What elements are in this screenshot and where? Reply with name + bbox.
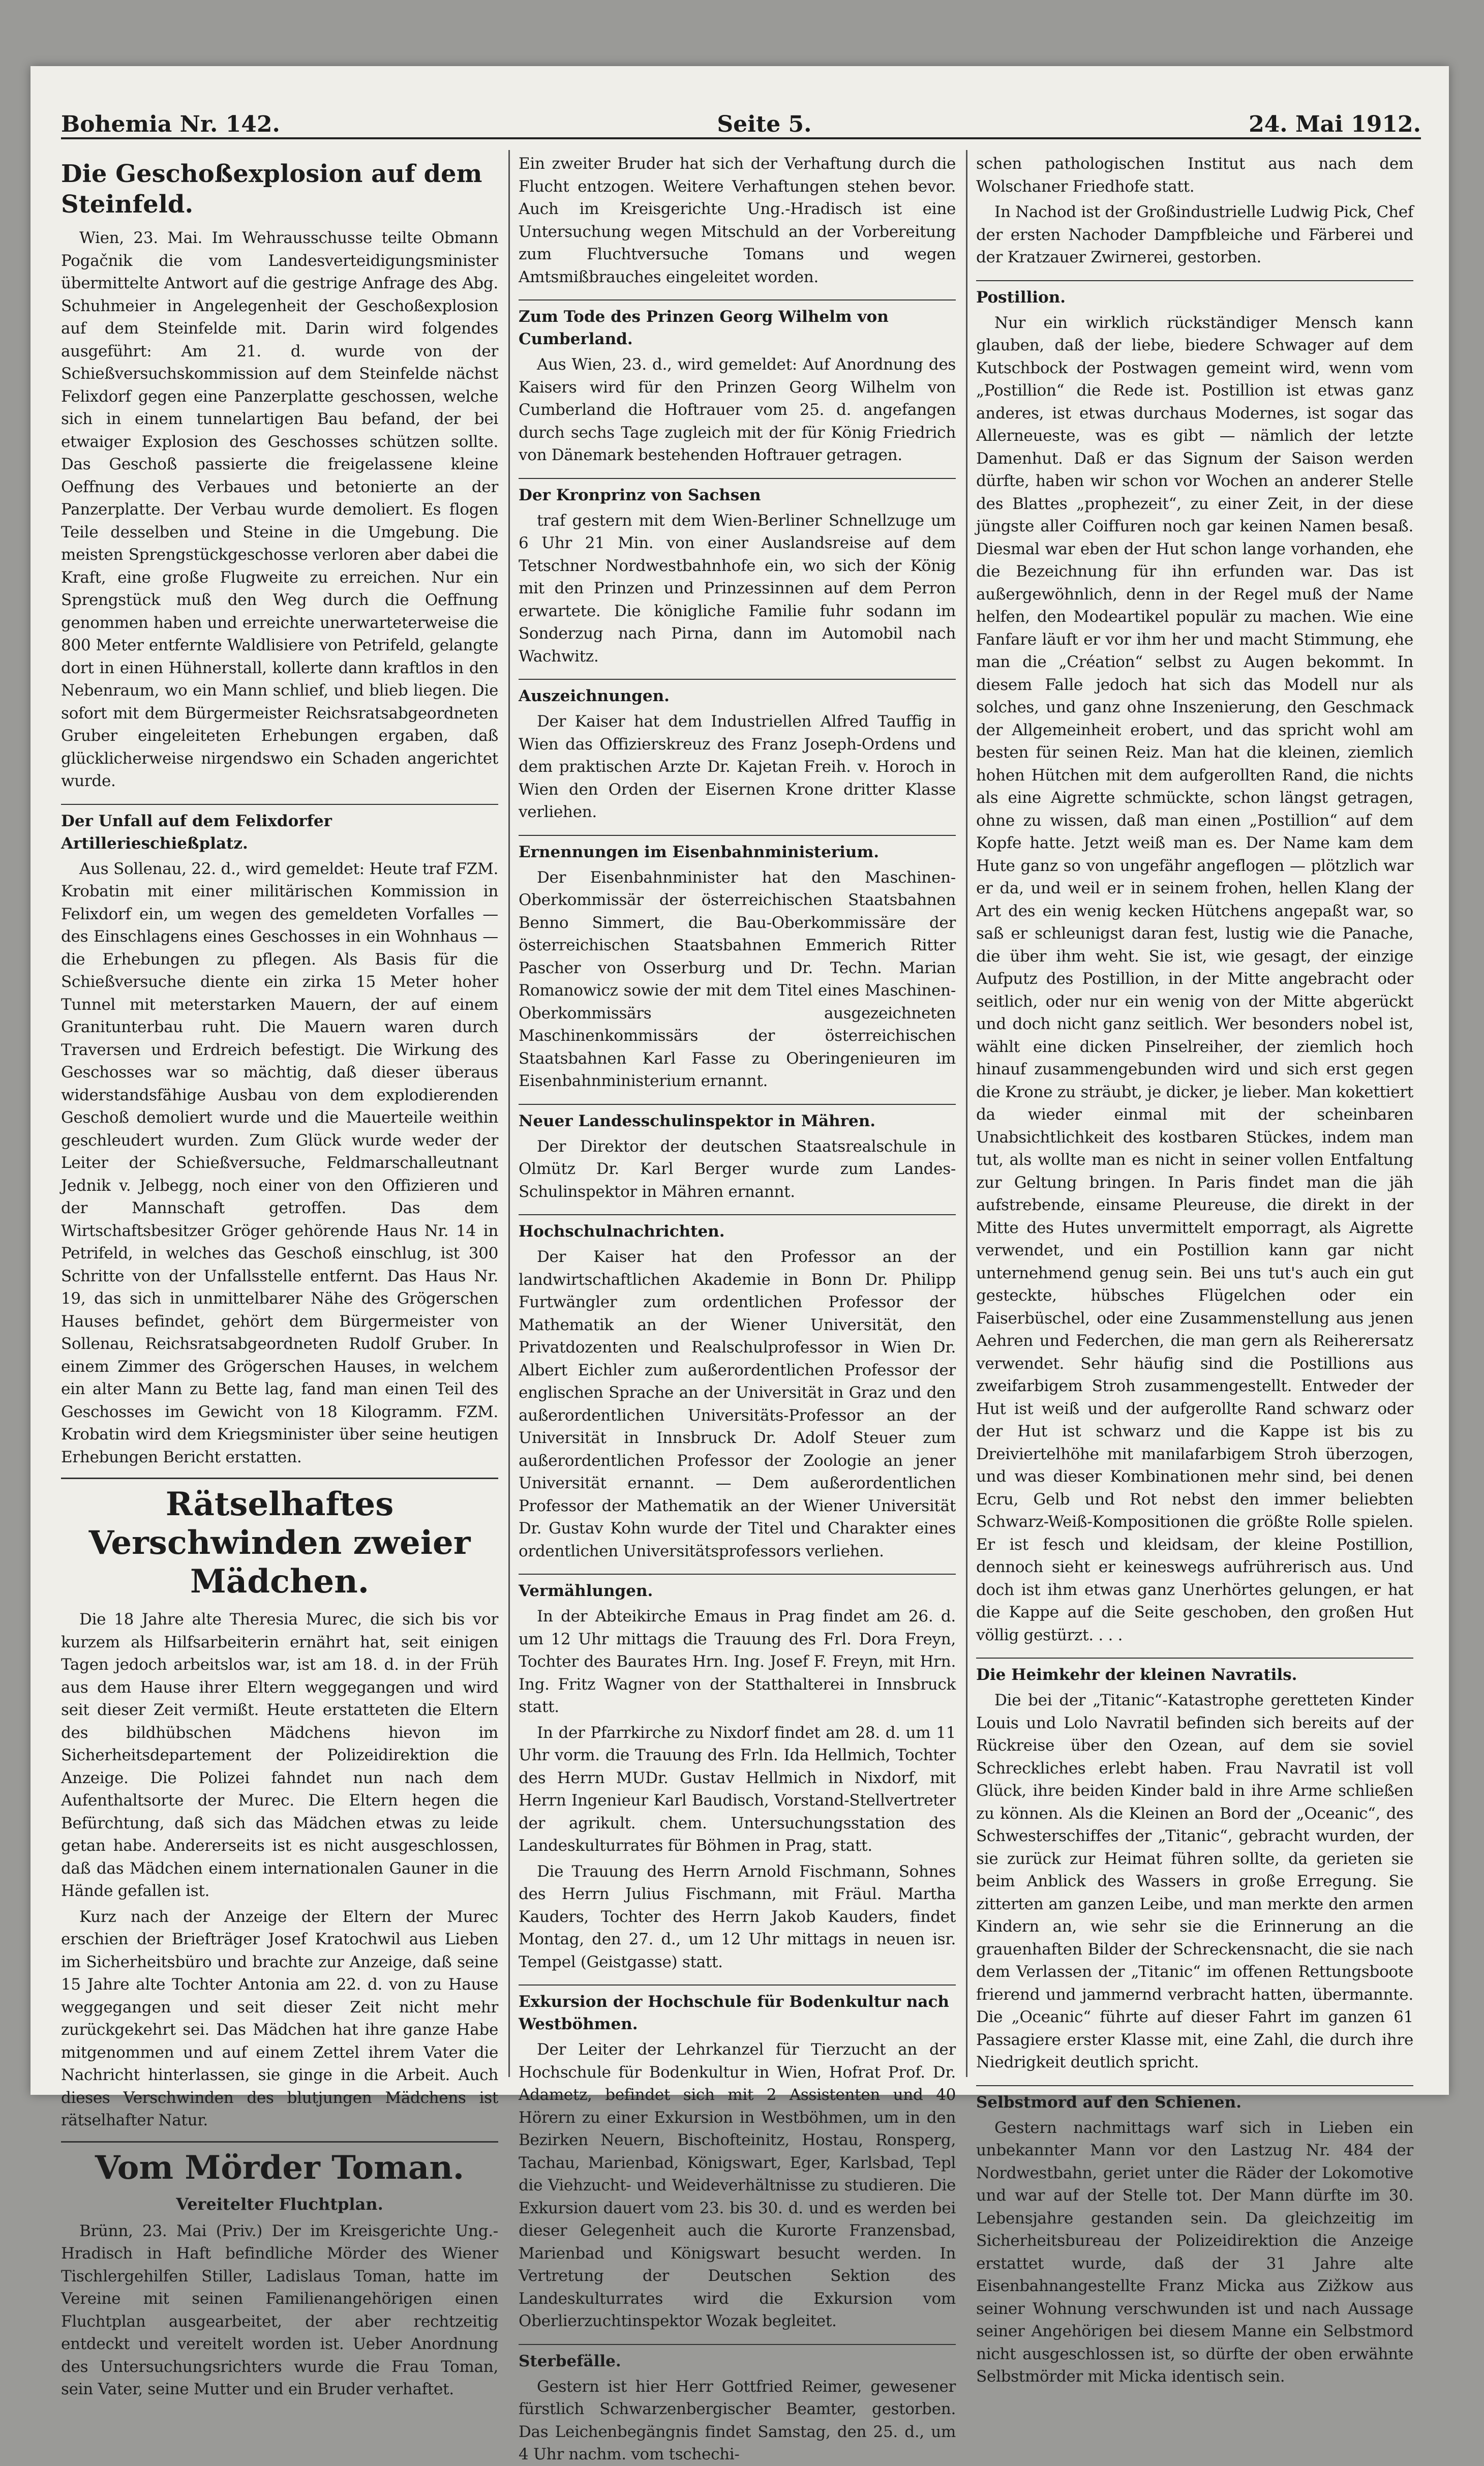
section-heading: Vermählungen. bbox=[519, 1574, 956, 1602]
section-heading: Zum Tode des Prinzen Georg Wilhelm von Cumberland. bbox=[519, 299, 956, 350]
header-page-number: Seite 5. bbox=[717, 111, 812, 137]
article-paragraph: Wien, 23. Mai. Im Wehrausschusse teilte Obmann Pogačnik die vom Landesverteidigungsminister übermittelte Antwort auf die gestrige Anfrage des Abg. Schuhmeier in Angelegenheit der Geschoßexplosion auf dem Steinfelde mit. Darin wird folgendes ausgeführt: Am 21. d. wurde von der Schießversuchskommission auf dem Steinfelde nächst Felixdorf gegen eine Panzerplatte geschossen, welche sich in einem tunnelartigen Bau befand, der bei etwaiger Explosion des Geschosses schützen sollte. Das Geschoß passierte die freigelassene kleine Oeffnung des Verbaues und betonierte an der Panzerplatte. Der Verbau wurde demoliert. Es flogen Teile desselben und Steine in die Umgebung. Die meisten Sprengstückgeschosse verloren aber dabei die Kraft, eine große Flugweite zu erreichen. Nur ein Sprengstück muß den Weg durch die Oeffnung genommen haben und erreichte unerwarteterweise die 800 Meter entfernte Waldlisiere von Petrifeld, gelangte dort in einen Hühnerstall, kollerte dann kraftlos in den Nebenraum, wo ein Mann schlief, und blieb liegen. Die sofort mit dem Bürgermeister Reichsratsabgeordneten Gruber eingeleiteten Erhebungen ergaben, daß glücklicherweise nirgendswo ein Schaden angerichtet wurde. bbox=[61, 229, 498, 790]
article-paragraph: Der Kaiser hat den Professor an der landwirtschaftlichen Akademie in Bonn Dr. Philipp Furtwängler zum ordentlichen Professor der Mathematik an der Wiener Universität, den Privatdozenten und Realschulprofessor in Wien Dr. Albert Eichler zum außerordentlichen Professor der englischen Sprache an der Universität in Graz und den außerordentlichen Universitäts-Professor an der Universität in Innsbruck Dr. Adolf Steuer zum außerordentlichen Professor der Zoologie an jener Universität ernannt. — Dem außerordentlichen Professor der Mathematik an der Wiener Universität Dr. Gustav Kohn wurde der Titel und Charakter eines ordentlichen Universitätsprofessors verliehen. bbox=[519, 1248, 956, 1560]
newspaper-page bbox=[31, 66, 1449, 2463]
section-heading: Postillion. bbox=[976, 280, 1413, 309]
article-paragraph: Kurz nach der Anzeige der Eltern der Murec erschien der Briefträger Josef Kratochwil aus Lieben im Sicherheitsbüro und brachte zur Anzeige, daß seine 15 Jahre alte Tochter Antonia am 22. d. von zu Hause weggegangen und seit dieser Zeit nicht mehr zurückgekehrt sei. Das Mädchen hat ihre ganze Habe mitgenommen und auf einem Zettel ihrem Vater die Nachricht hinterlassen, sie ginge in die Arbeit. Auch dieses Verschwinden des blutjungen Mädchens ist rätselhafter Natur. bbox=[61, 1907, 498, 2129]
article-paragraph: Die 18 Jahre alte Theresia Murec, die sich bis vor kurzem als Hilfsarbeiterin ernährt hat, seit einigen Tagen jedoch arbeitslos war, ist am 18. d. in der Früh aus dem Hause ihrer Eltern weggegangen und wird seit dieser Zeit vermißt. Heute erstatteten die Eltern des bildhübschen Mädchens hievon im Sicherheitsdepartement der Polizeidirektion die Anzeige. Die Polizei fahndet nun nach dem Aufenthaltsorte der Murec. Die Eltern hegen die Befürchtung, daß sich das Mädchen etwas zu leide getan habe. Andererseits ist es nicht ausgeschlossen, daß das Mädchen einem internationalen Gauner in die Hände gefallen ist. bbox=[61, 1610, 498, 1900]
section-heading: Ernennungen im Eisenbahnministerium. bbox=[519, 835, 956, 863]
article-paragraph: Die Trauung des Herrn Arnold Fischmann, Sohnes des Herrn Julius Fischmann, mit Fräul. Martha Kauders, Tochter des Herrn Jakob Kauders, findet Montag, den 27. d., um 12 Uhr mittags in neuen isr. Tempel (Geistgasse) statt. bbox=[519, 1862, 956, 1971]
section-heading: Exkursion der Hochschule für Bodenkultur nach Westböhmen. bbox=[519, 1984, 956, 2035]
section-heading: Sterbefälle. bbox=[519, 2344, 956, 2372]
article-paragraph: Brünn, 23. Mai (Priv.) Der im Kreisgerichte Ung.-Hradisch in Haft befindliche Mörder des Wiener Tischlergehilfen Stiller, Ladislaus Toman, hatte im Vereine mit seinen Familienangehörigen einen Fluchtplan ausgearbeitet, der aber rechtzeitig entdeckt und vereitelt worden ist. Ueber Anordnung des Untersuchungsrichters wurde die Frau Toman, sein Vater, seine Mutter und ein Bruder verhaftet. bbox=[61, 2221, 498, 2398]
column-divider bbox=[508, 150, 510, 2077]
article-paragraph: In der Pfarrkirche zu Nixdorf findet am 28. d. um 11 Uhr vorm. die Trauung des Frln. Ida Hellmich, Tochter des Herrn MUDr. Gustav Hellmich in Nixdorf, mit Herrn Ingenieur Karl Baudisch, Vorstand-Stellvertreter der agrikult. chem. Untersuchungsstation des Landeskulturrates für Böhmen in Prag, statt. bbox=[519, 1723, 956, 1855]
article-paragraph: Nur ein wirklich rückständiger Mensch kann glauben, daß der liebe, biedere Schwager auf dem Kutschbock der Postwagen gemeint wird, wenn vom „Postillion“ die Rede ist. Postillion ist etwas ganz anderes, ist etwas durchaus Modernes, ist sogar das Allerneueste, was es gibt — nämlich der letzte Damenhut. Daß er das Signum der Saison werden dürfte, haben wir schon vor Wochen an anderer Stelle des Blattes „prophezeit“, zu einer Zeit, in der diese jüngste aller Coiffuren noch gar keinen Namen besaß. Diesmal war eben der Hut schon lange vorhanden, ehe die Bezeichnung für ihn erfunden war. Das ist außergewöhnlich, denn in der Regel muß der Name helfen, den Modeartikel populär zu machen. Wie eine Fanfare läuft er vor ihm her und macht Stimmung, ehe man die „Création“ selbst zu Augen bekommt. In diesem Falle jedoch hat sich das Modell nur als solches, und ganz ohne Inszenierung, den Geschmack der Allgemeinheit erobert, und das spricht wohl am besten für seinen Reiz. Man hat die kleinen, ziemlich hohen Hütchen mit dem aufgerollten Rand, die nichts als eine Aigrette schmückte, schon längst getragen, ohne zu wissen, daß man einen „Postillion“ auf dem Kopfe hatte. Jetzt weiß man es. Der Name kam dem Hute ganz so von ungefähr angeflogen — plötzlich war er da, und weil er in seinem frohen, hellen Klang der Art des ein wenig kecken Hütchens angepaßt war, so saß er schleunigst daran fest, lustig wie die Panache, die über ihm weht. Sie ist, wie gesagt, der einzige Aufputz des Postillion, in der Mitte angebracht oder seitlich, oder nur ein wenig von der Mitte abgerückt und doch nicht ganz seitlich. Wer besonders nobel ist, wählt eine dicken Pinselreiher, der ziemlich hoch hinauf zusammengebunden wird und sich erst gegen die Krone zu sträubt, je dicker, je lieber. Man kokettiert da wieder einmal mit der scheinbaren Unabsichtlichkeit des kostbaren Stückes, indem man tut, als wollte man es nicht in seiner vollen Entfaltung zur Geltung bringen. In Paris findet man die jäh aufstrebende, einsame Pleureuse, die direkt in der Mitte des Hutes unvermittelt emporragt, als Aigrette verwendet, und ein Postillion kann gar nicht unternehmend genug sein. Bei uns tut's auch ein gut gesteckte, hübsches Flügelchen oder ein Faiserbüschel, oder eine Zusammenstellung aus jenen Aehren und Federchen, die man gern als Reiherersatz verwendet. Sehr häufig sind die Postillions aus zweifarbigem Stroh zusammengestellt. Entweder der Hut ist weiß und der aufgerollte Rand schwarz oder der Hut ist schwarz und die Kappe ist bis zu Dreiviertelhöhe mit manilafarbigem Stroh überzogen, und was dieser Kombinationen mehr sind, bei denen Ecru, Gelb und Rot nebst den immer beliebten Schwarz-Weiß-Kompositionen die größte Rolle spielen. Er ist fesch und kleidsam, der kleine Postillion, dennoch sieht er keineswegs aufrührerisch aus. Und doch ist ihm etwas ganz Unerhörtes gelungen, er hat die Kappe auf die Seite geschoben, den großen Hut völlig gestürzt. . . . bbox=[976, 313, 1413, 1644]
header-paper-number: Bohemia Nr. 142. bbox=[61, 111, 280, 137]
article-paragraph: Gestern ist hier Herr Gottfried Reimer, gewesener fürstlich Schwarzenbergischer Beamter, gestorben. Das Leichenbegängnis findet Samstag, den 25. d., um 4 Uhr nachm. vom tschechi- bbox=[519, 2377, 956, 2463]
section-heading: Hochschulnachrichten. bbox=[519, 1214, 956, 1243]
header-date: 24. Mai 1912. bbox=[1249, 111, 1421, 137]
article-paragraph: Der Kaiser hat dem Industriellen Alfred Tauffig in Wien das Offizierskreuz des Franz Joseph-Ordens und dem praktischen Arzte Dr. Kajetan Freih. v. Horoch in Wien den Orden der Eisernen Krone dritter Klasse verliehen. bbox=[519, 712, 956, 821]
article-paragraph: Aus Wien, 23. d., wird gemeldet: Auf Anordnung des Kaisers wird für den Prinzen Georg Wilhelm von Cumberland die Hoftrauer vom 25. d. angefangen durch sechs Tage zugleich mit der für König Friedrich von Dänemark bestehenden Hoftrauer getragen. bbox=[519, 355, 956, 464]
article-heading: Vom Mörder Toman. bbox=[95, 2148, 465, 2187]
column-1 bbox=[61, 153, 498, 2398]
section-heading: Die Heimkehr der kleinen Navratils. bbox=[976, 1658, 1413, 1686]
section-heading: Neuer Landesschulinspektor in Mähren. bbox=[519, 1104, 956, 1132]
article-paragraph: In Nachod ist der Großindustrielle Ludwig Pick, Chef der ersten Nachoder Dampfbleiche und Färberei und der Kratzauer Zwirnerei, gestorben. bbox=[976, 203, 1413, 266]
column-2 bbox=[519, 153, 956, 2463]
article-paragraph: traf gestern mit dem Wien-Berliner Schnellzuge um 6 Uhr 21 Min. von einer Auslandsreise auf dem Tetschner Nordwestbahnhofe ein, wo sich der König mit den Prinzen und Prinzessinnen auf dem Perron erwartete. Die königliche Familie fuhr sodann im Sonderzug nach Pirna, dann im Automobil nach Wachwitz. bbox=[519, 511, 956, 666]
article-paragraph: Der Leiter der Lehrkanzel für Tierzucht an der Hochschule für Bodenkultur in Wien, Hofrat Prof. Dr. Adametz, befindet sich mit 2 Assistenten und 40 Hörern zu einer Exkursion in Westböhmen, um in den Bezirken Neuern, Bischofteinitz, Hostau, Ronsperg, Tachau, Marienbad, Königswart, Eger, Karlsbad, Tepl die Viehzucht- und Weideverhältnisse zu studieren. Die Exkursion dauert vom 23. bis 30. d. und es werden bei dieser Gelegenheit auch die Kurorte Franzensbad, Marienbad und Königswart besucht werden. In Vertretung der Deutschen Sektion des Landeskulturrates wird die Exkursion vom Oberlierzuchtinspektor Wozak begleitet. bbox=[519, 2040, 956, 2330]
page-header bbox=[61, 102, 1421, 139]
section-heading: Der Unfall auf dem Felixdorfer Artillerieschießplatz. bbox=[61, 804, 498, 855]
article-heading: Rätselhaftes Verschwinden zweier Mädchen. bbox=[88, 1485, 471, 1601]
section-heading: Der Kronprinz von Sachsen bbox=[519, 478, 956, 506]
article-paragraph: Der Eisenbahnminister hat den Maschinen-Oberkommissär der österreichischen Staatsbahnen Benno Simmert, die Bau-Oberkommissäre der österreichischen Staatsbahnen Emmerich Ritter Pascher von Osserburg und Dr. Techn. Marian Romanowicz sowie der mit dem Titel eines Maschinen-Oberkommissärs ausgezeichneten Maschinenkommissärs der österreichischen Staatsbahnen Karl Fasse zu Oberingenieuren im Eisenbahnministerium ernannt. bbox=[519, 868, 956, 1090]
article-paragraph: Gestern nachmittags warf sich in Lieben ein unbekannter Mann vor den Lastzug Nr. 484 der Nordwestbahn, geriet unter die Räder der Lokomotive und war auf der Stelle tot. Der Mann dürfte im 30. Lebensjahre gestanden sein. Da gleichzeitig im Sicherheitsbureau der Polizeidirektion die Anzeige erstattet wurde, daß der 31 Jahre alte Eisenbahnangestellte Franz Micka aus Zižkow aus seiner Wohnung verschwunden ist und nach Aussage seiner Angehörigen bei diesem Manne ein Selbstmord nicht ausgeschlossen ist, so dürfte der oben erwähnte Selbstmörder mit Micka identisch sein. bbox=[976, 2118, 1413, 2386]
article-paragraph: In der Abteikirche Emaus in Prag findet am 26. d. um 12 Uhr mittags die Trauung des Frl. Dora Freyn, Tochter des Baurates Hrn. Ing. Josef F. Freyn, mit Hrn. Ing. Fritz Wagner von der Statthalterei in Innsbruck statt. bbox=[519, 1607, 956, 1716]
article-heading: Die Geschoßexplosion auf dem Steinfeld. bbox=[61, 160, 482, 219]
article-divider bbox=[61, 2141, 498, 2143]
section-heading: Selbstmord auf den Schienen. bbox=[976, 2085, 1413, 2114]
article-subheading: Vereitelter Fluchtplan. bbox=[176, 2194, 383, 2214]
article-paragraph: Ein zweiter Bruder hat sich der Verhaftung durch die Flucht entzogen. Weitere Verhaftungen stehen bevor. Auch im Kreisgerichte Ung.-Hradisch ist eine Untersuchung wegen Mitschuld an der Vorbereitung zum Fluchtversuche Tomans und wegen Amtsmißbrauches eingeleitet worden. bbox=[519, 155, 956, 286]
article-paragraph: Aus Sollenau, 22. d., wird gemeldet: Heute traf FZM. Krobatin mit einer militärischen Kommission in Felixdorf ein, um wegen des gemeldeten Vorfalles — des Einschlagens eines Geschosses in ein Wohnhaus — die Erhebungen zu pflegen. Als Basis für die Schießversuche diente ein zirka 15 Meter hoher Tunnel mit meterstarken Mauern, der auf einem Granitunterbau ruht. Die Mauern waren durch Traversen und Erdreich befestigt. Die Wirkung des Geschosses war so mächtig, daß dieser überaus widerstandsfähige Ausbau von dem explodierenden Geschoß demoliert wurde und die Mauerteile weithin geschleudert wurden. Zum Glück wurde weder der Leiter der Schießversuche, Feldmarschalleutnant Jednik v. Jelbegg, noch einer von den Offizieren und der Mannschaft getroffen. Das dem Wirtschaftsbesitzer Gröger gehörende Haus Nr. 14 in Petrifeld, in welches das Geschoß einschlug, ist 300 Schritte von der Unfallsstelle entfernt. Das Haus Nr. 19, das sich in unmittelbarer Nähe des Grögerschen Hauses befindet, gehört dem Bürgermeister von Sollenau, Reichsratsabgeordneten Rudolf Gruber. In einem Zimmer des Grögerschen Hauses, in welchem ein alter Mann zu Bette lag, fand man einen Teil des Geschosses im Gewicht von 18 Kilogramm. FZM. Krobatin wird dem Kriegsminister über seine heutigen Erhebungen Bericht erstatten. bbox=[61, 859, 498, 1466]
article-paragraph: Der Direktor der deutschen Staatsrealschule in Olmütz Dr. Karl Berger wurde zum Landes-Schulinspektor in Mähren ernannt. bbox=[519, 1137, 956, 1201]
article-paragraph: schen pathologischen Institut aus nach dem Wolschaner Friedhofe statt. bbox=[976, 155, 1413, 196]
column-divider bbox=[966, 150, 967, 2077]
column-3 bbox=[976, 153, 1413, 2386]
section-heading: Auszeichnungen. bbox=[519, 679, 956, 707]
article-divider bbox=[61, 1478, 498, 1479]
article-paragraph: Die bei der „Titanic“-Katastrophe geretteten Kinder Louis und Lolo Navratil befinden sich bereits auf der Rückreise über den Ozean, auf dem sie soviel Schreckliches erlebt haben. Frau Navratil ist voll Glück, ihre beiden Kinder bald in ihre Arme schließen zu können. Als die Kleinen an Bord der „Oceanic“, des Schwesterschiffes der „Titanic“, gebracht wurden, der sie zurück zur Heimat führen sollte, da gerieten sie beim Anblick des Wassers in große Erregung. Sie zitterten am ganzen Leibe, und man merkte den armen Kindern an, wie sehr sie die Erinnerung an die grauenhaften Bilder der Schreckensnacht, die sie nach dem Verlassen der „Titanic“ im offenen Rettungsboote frierend und jammernd verbracht hatten, übermannte. Die „Oceanic“ führte auf dieser Fahrt im ganzen 61 Passagiere erster Klasse mit, eine Zahl, die durch ihre Niedrigkeit deutlich spricht. bbox=[976, 1691, 1413, 2071]
